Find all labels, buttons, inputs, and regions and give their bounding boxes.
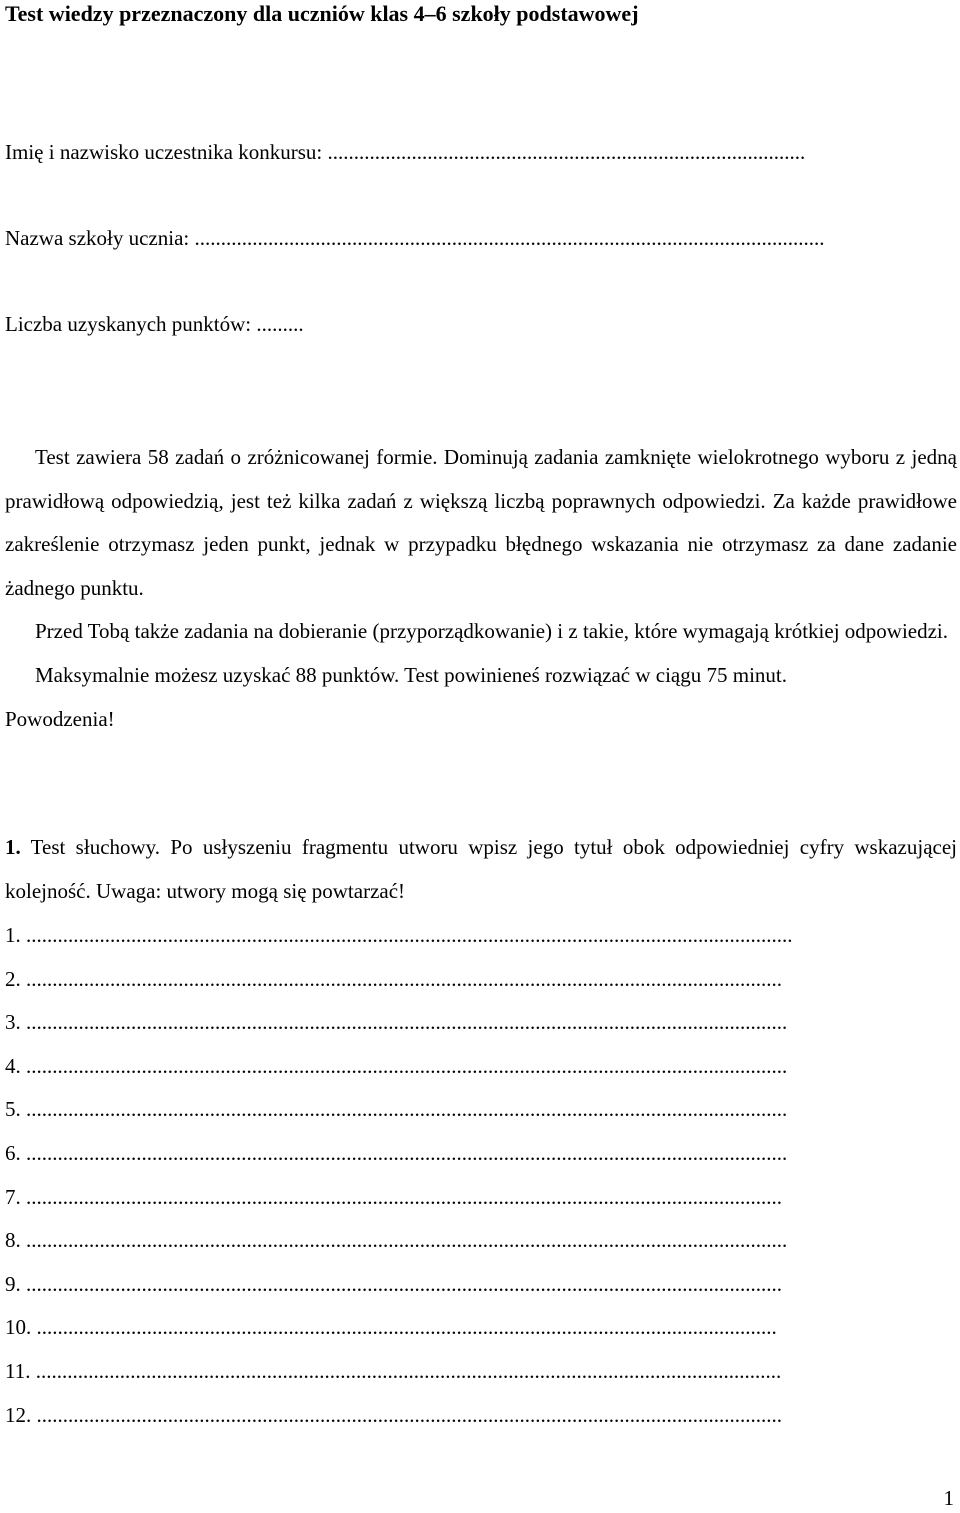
task-number: 1.	[5, 835, 21, 859]
answer-line: 3. .................................................................................................................................................	[5, 1010, 788, 1035]
document-title: Test wiedzy przeznaczony dla uczniów klas 4–6 szkoły podstawowej	[5, 1, 639, 26]
instructions-paragraph: Przed Tobą także zadania na dobieranie (przyporządkowanie) i z takie, które wymagają krótkiej odpowiedzi.	[35, 619, 949, 644]
task-1-instruction	[5, 826, 957, 913]
answer-line: 6. .................................................................................................................................................	[5, 1140, 788, 1165]
instructions	[5, 436, 957, 741]
answer-line: 7. ................................................................................................................................................	[5, 1184, 782, 1209]
field-participant-name: Imię i nazwisko uczestnika konkursu: ...........................................................................................	[5, 140, 806, 164]
good-luck-text: Powodzenia!	[5, 706, 115, 731]
field-points-obtained: Liczba uzyskanych punktów: .........	[5, 312, 304, 336]
answer-line: 5. .................................................................................................................................................	[5, 1097, 788, 1122]
answer-line: 8. .................................................................................................................................................	[5, 1228, 788, 1253]
answer-line: 2. ................................................................................................................................................	[5, 966, 782, 991]
field-school-name: Nazwa szkoły ucznia: ........................................................................................................................	[5, 226, 825, 250]
instructions-paragraph: Maksymalnie możesz uzyskać 88 punktów. Test powinieneś rozwiązać w ciągu 75 minut.	[35, 662, 788, 687]
task-1-text: Test słuchowy. Po usłyszeniu fragmentu utworu wpisz jego tytuł obok odpowiedniej cyfry wskazującej kolejność. Uwaga: utwory mogą się powtarzać!	[5, 835, 957, 903]
task-1	[5, 826, 957, 913]
answer-line: 1. ..................................................................................................................................................	[5, 923, 793, 947]
answer-lines	[5, 914, 957, 1437]
answer-line: 9. ................................................................................................................................................	[5, 1271, 782, 1296]
answer-line: 12. ..............................................................................................................................................	[5, 1402, 782, 1427]
answer-line: 4. .................................................................................................................................................	[5, 1053, 788, 1078]
instructions-paragraph: Test zawiera 58 zadań o zróżnicowanej formie. Dominują zadania zamknięte wielokrotnego wyboru z jedną prawidłową odpowiedzią, jest też kilka zadań z większą liczbą poprawnych odpowiedzi. Za każde prawidłowe zakreślenie otrzymasz jeden punkt, jednak w przypadku błędnego wskazania nie otrzymasz za dane zadanie żadnego punktu.	[5, 445, 957, 600]
page-number: 1	[943, 1486, 954, 1510]
answer-line: 11. ..............................................................................................................................................	[5, 1358, 782, 1383]
answer-line: 10. .............................................................................................................................................	[5, 1315, 777, 1340]
